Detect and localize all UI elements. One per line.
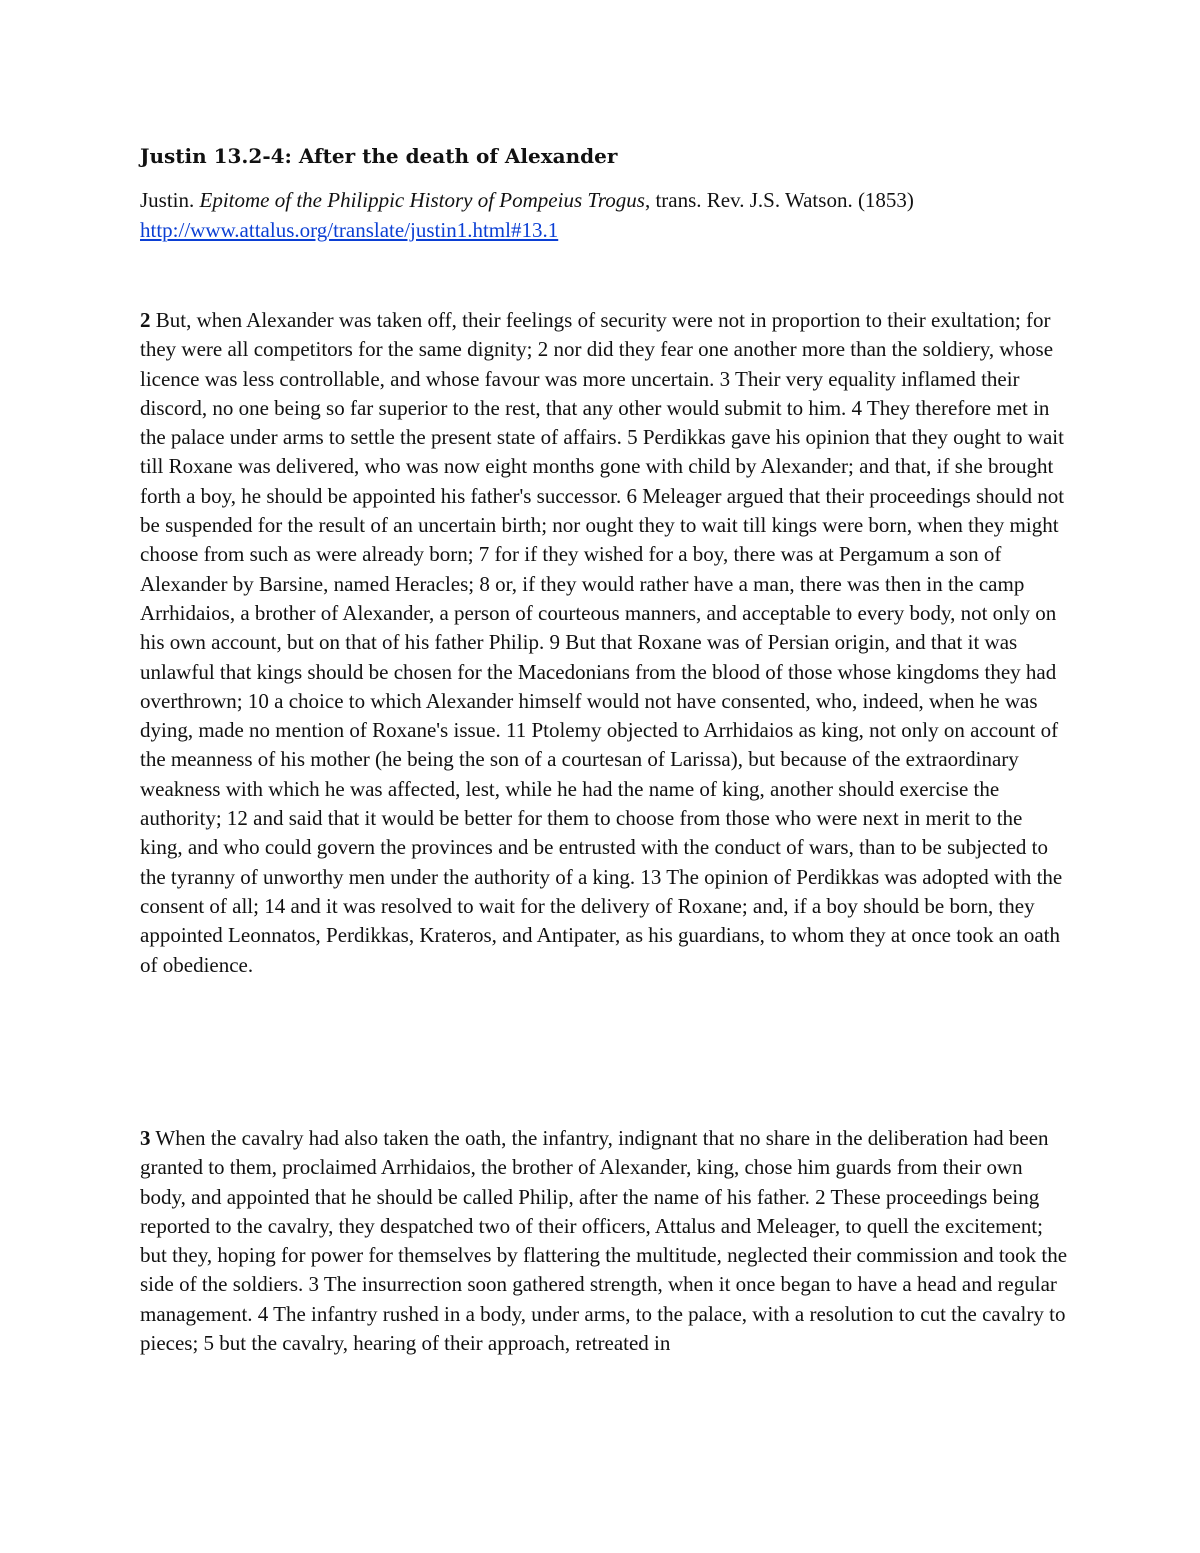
paragraph-3 (140, 1124, 1070, 1358)
citation (140, 186, 1070, 245)
paragraph-number: 3 (140, 1126, 151, 1150)
source-link[interactable]: http://www.attalus.org/translate/justin1.html#13.1 (140, 217, 559, 242)
paragraph-number: 2 (140, 308, 151, 332)
document-title: Justin 13.2-4: After the death of Alexander (140, 144, 618, 168)
paragraph-text: But, when Alexander was taken off, their feelings of security were not in proportion to their exultation; for they were all competitors for the same dignity; 2 nor did they fear one another more than the soldiery, whose licence was less controllable, and whose favour was more uncertain. 3 Their very equality inflamed their discord, no one being so far superior to the rest, that any other would submit to him. 4 They therefore met in the palace under arms to settle the present state of affairs. 5 Perdikkas gave his opinion that they ought to wait till Roxane was delivered, who was now eight months gone with child by Alexander; and that, if she brought forth a boy, he should be appointed his father's successor. 6 Meleager argued that their proceedings should not be suspended for the result of an uncertain birth; nor ought they to wait till kings were born, when they might choose from such as were already born; 7 for if they wished for a boy, there was at Pergamum a son of Alexander by Barsine, named Heracles; 8 or, if they would rather have a man, there was then in the camp Arrhidaios, a brother of Alexander, a person of courteous manners, and acceptable to every body, not only on his own account, but on that of his father Philip. 9 But that Roxane was of Persian origin, and that it was unlawful that kings should be chosen for the Macedonians from the blood of those whose kingdoms they had overthrown; 10 a choice to which Alexander himself would not have consented, who, indeed, when he was dying, made no mention of Roxane's issue. 11 Ptolemy objected to Arrhidaios as king, not only on account of the meanness of his mother (he being the son of a courtesan of Larissa), but because of the extraordinary weakness with which he was affected, lest, while he had the name of king, another should exercise the authority; 12 and said that it would be better for them to choose from those who were next in merit to the king, and who could govern the provinces and be entrusted with the conduct of wars, than to be subjected to the tyranny of unworthy men under the authority of a king. 13 The opinion of Perdikkas was adopted with the consent of all; 14 and it was resolved to wait for the delivery of Roxane; and, if a boy should be born, they appointed Leonnatos, Perdikkas, Krateros, and Antipater, as his guardians, to whom they at once took an oath of obedience. (140, 308, 1065, 977)
citation-author: Justin. (140, 188, 195, 212)
paragraph-text: When the cavalry had also taken the oath, the infantry, indignant that no share in the deliberation had been granted to them, proclaimed Arrhidaios, the brother of Alexander, king, chose him guards from their own body, and appointed that he should be called Philip, after the name of his father. 2 These proceedings being reported to the cavalry, they despatched two of their officers, Attalus and Meleager, to quell the excitement; but they, hoping for power for themselves by flattering the multitude, neglected their commission and took the side of the soldiers. 3 The insurrection soon gathered strength, when it once began to have a head and regular management. 4 The infantry rushed in a body, under arms, to the palace, with a resolution to cut the cavalry to pieces; 5 but the cavalry, hearing of their approach, retreated in (140, 1126, 1068, 1356)
citation-work-title: Epitome of the Philippic History of Pompeius Trogus (199, 188, 645, 212)
citation-details: , trans. Rev. J.S. Watson. (1853) (644, 188, 914, 212)
paragraph-2 (140, 306, 1070, 980)
